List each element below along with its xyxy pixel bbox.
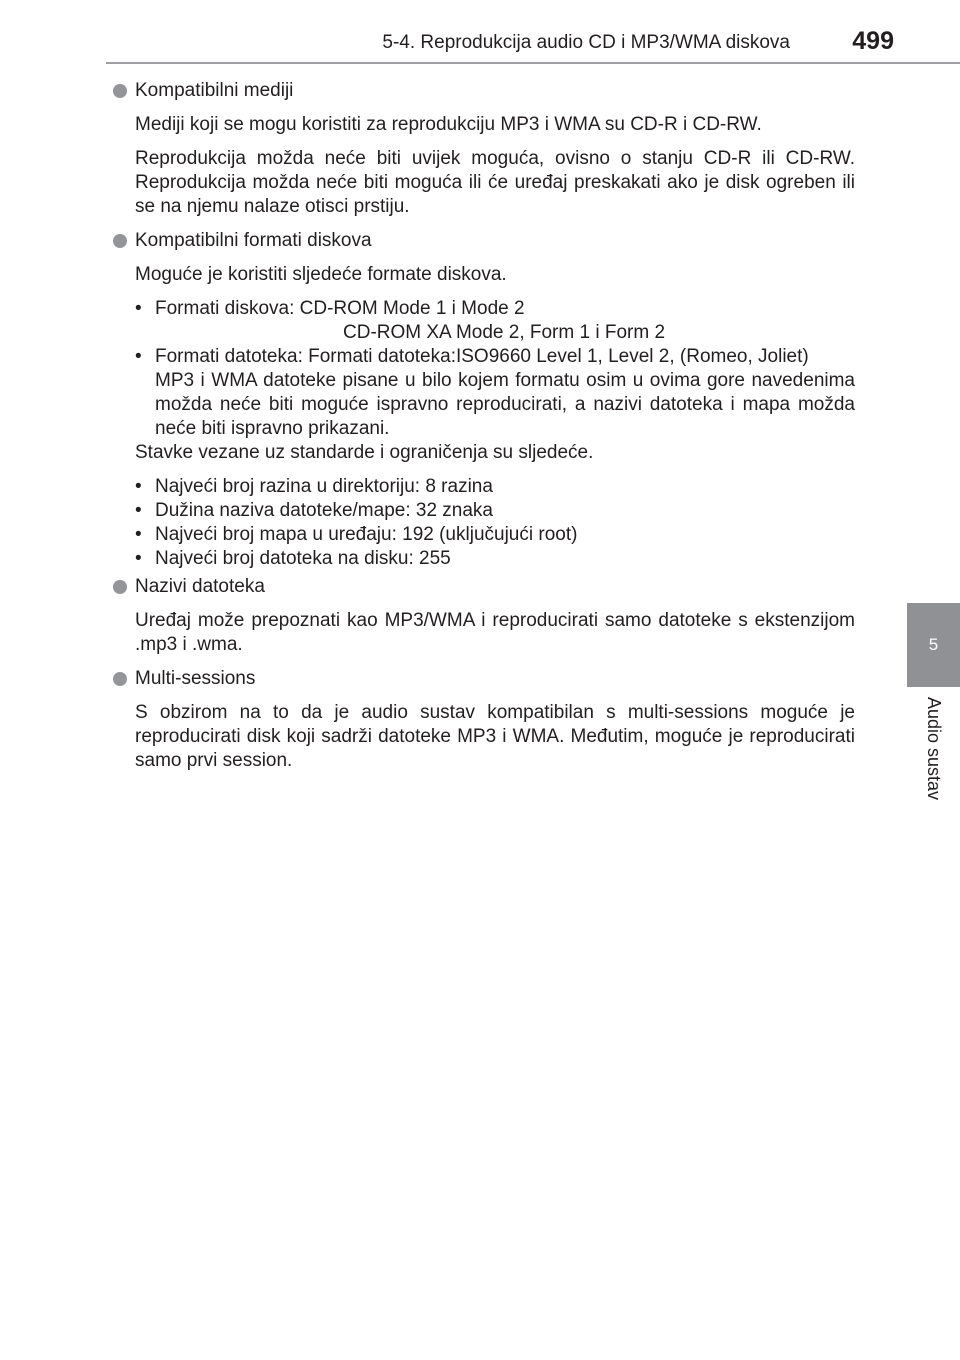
file-formats-note: MP3 i WMA datoteke pisane u bilo kojem formatu osim u ovima gore navedenima možda neće biti moguće ispravno reproducirati, a nazivi datoteka i mapa možda neće biti ispravno prikazani.: [155, 370, 855, 439]
list-item: • Najveći broj mapa u uređaju: 192 (uključujući root): [135, 524, 578, 545]
compatible-formats-text: Moguće je koristiti sljedeće formate diskova.: [135, 264, 507, 285]
compatible-media-heading: Kompatibilni mediji: [113, 79, 855, 103]
limits-list: [135, 475, 855, 571]
limits-intro: Stavke vezane uz standarde i ograničenja su sljedeće.: [135, 442, 594, 463]
list-item: • Formati diskova: CD-ROM Mode 1 i Mode 2 CD-ROM XA Mode 2, Form 1 i Form 2: [135, 297, 855, 345]
file-names-text: Uređaj može prepoznati kao MP3/WMA i reproducirati samo datoteke s ekstenzijom .mp3 i .wma.: [135, 610, 855, 655]
disc-formats-line-1: Formati diskova: CD-ROM Mode 1 i Mode 2: [155, 298, 525, 319]
chapter-number: 5: [928, 635, 939, 654]
compatible-media-text-1: Mediji koji se mogu koristiti za reprodukciju MP3 i WMA su CD-R i CD-RW.: [135, 114, 762, 135]
page-content: [113, 79, 855, 783]
bullet-circle-icon: [113, 580, 127, 594]
multi-sessions-heading: Multi-sessions: [113, 667, 855, 691]
file-names-heading: Nazivi datoteka: [113, 575, 855, 599]
list-item: • Dužina naziva datoteke/mape: 32 znaka: [135, 500, 493, 521]
compatible-formats-heading: Kompatibilni formati diskova: [113, 229, 855, 253]
bullet-circle-icon: [113, 84, 127, 98]
list-item: • Najveći broj razina u direktoriju: 8 razina: [135, 476, 493, 497]
page-number: 499: [852, 27, 894, 55]
list-item: • Najveći broj datoteka na disku: 255: [135, 548, 451, 569]
disc-formats-line-2: CD-ROM XA Mode 2, Form 1 i Form 2: [343, 322, 666, 343]
multi-sessions-text: S obzirom na to da je audio sustav kompatibilan s multi-sessions moguće je reproducirati disk koji sadrži datoteke MP3 i WMA. Međutim, moguće je reproducirati samo prvi session.: [135, 702, 855, 771]
chapter-tab: [907, 603, 960, 687]
bullet-circle-icon: [113, 672, 127, 686]
file-formats: Formati datoteka: Formati datoteka:ISO9660 Level 1, Level 2, (Romeo, Joliet): [155, 346, 809, 367]
header-divider: [106, 62, 960, 64]
list-item: • Formati datoteka: Formati datoteka:ISO9660 Level 1, Level 2, (Romeo, Joliet) MP3 i WMA datoteke pisane u bilo kojem formatu osim u ovima gore navedenima možda neće biti moguće ispravno reproducirati, a nazivi datoteka i mapa možda neće biti ispravno prikazani.: [135, 346, 855, 439]
compatible-media-text-2: Reprodukcija možda neće biti uvijek moguća, ovisno o stanju CD-R ili CD-RW. Reprodukcija možda neće biti moguća ili će uređaj preskakati ako je disk ogreben ili se na njemu nalaze otisci prstiju.: [135, 148, 855, 217]
section-title: 5-4. Reprodukcija audio CD i MP3/WMA diskova: [382, 32, 790, 53]
bullet-circle-icon: [113, 234, 127, 248]
format-list: [135, 297, 855, 441]
chapter-label: Audio sustav: [924, 697, 944, 801]
